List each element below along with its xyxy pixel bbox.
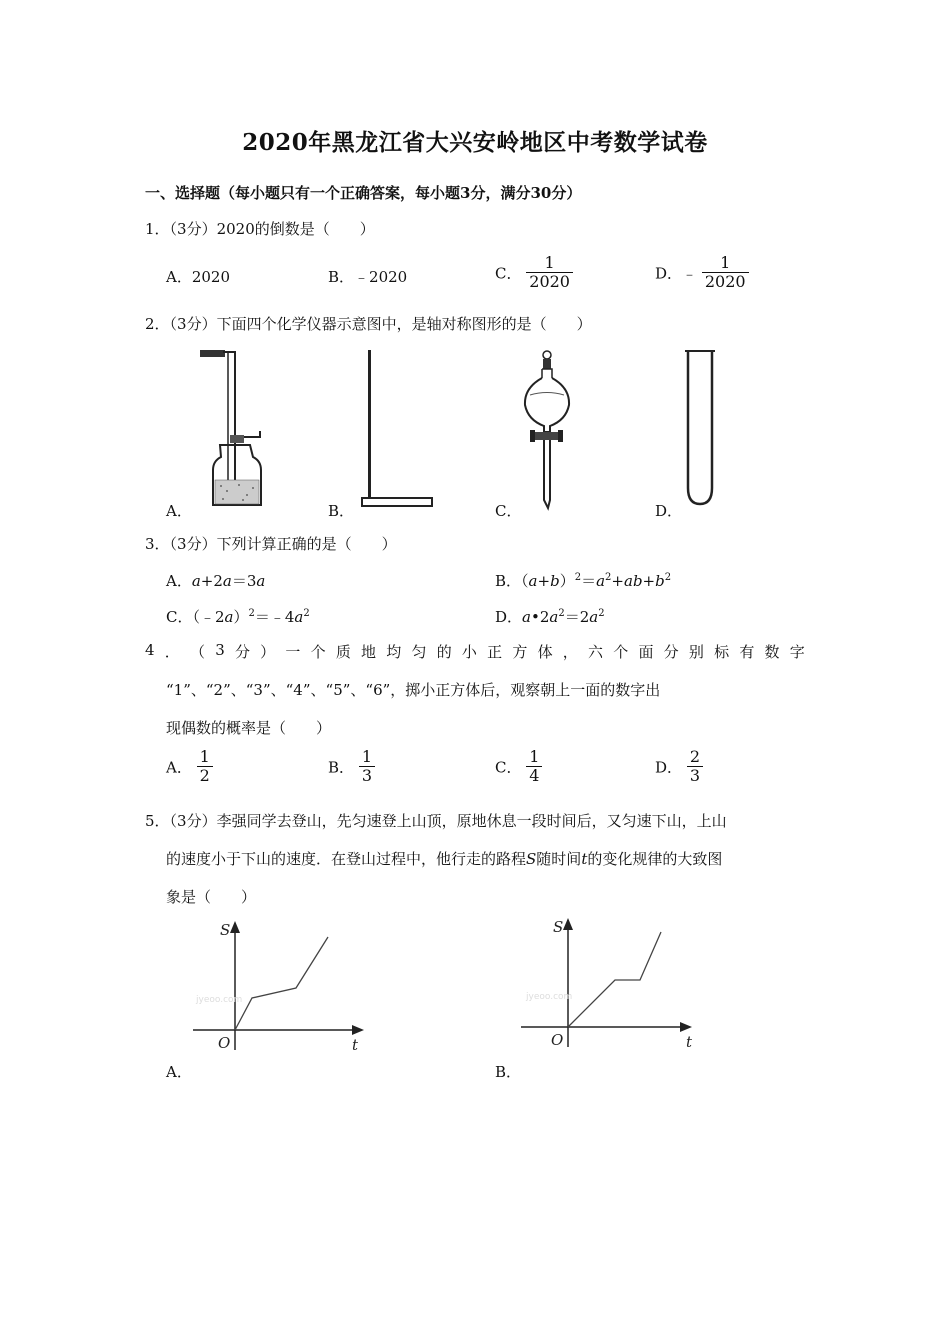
q3-option-c[interactable]: C．$(﹣2a)^2=﹣4a^2$	[166, 608, 310, 626]
q1-c-fraction: $\frac{1}{2020}$	[526, 254, 573, 292]
watermark: jyeoo.com	[196, 995, 243, 1005]
q2-option-b[interactable]: B．	[328, 502, 355, 520]
page-title: 2020年黑龙江省大兴安岭地区中考数学试卷	[242, 129, 708, 156]
section-heading: 一、选择题（每小题只有一个正确答案，每小题3分，满分30分）	[145, 184, 582, 202]
q4-stem-line1: 4 ． （ 3 分 ） 一 个 质 地 均 匀 的 小 正 方 体 ， 六 个 面 分 别 标 有 数 字	[145, 641, 805, 661]
q3-stem: 3．（3分）下列计算正确的是（ ）	[145, 535, 397, 553]
q4-option-b[interactable]: B． $\frac{1}{3}$	[328, 748, 375, 786]
origin-label: O	[551, 1031, 564, 1049]
q5-stem-line1: 5．（3分）李强同学去登山，先匀速登上山顶，原地休息一段时间后，又匀速下山，上山	[145, 812, 727, 830]
gas-washing-bottle-figure	[195, 345, 275, 515]
watermark: jyeoo.com	[526, 992, 573, 1002]
q5-stem-line2: 的速度小于下山的速度．在登山过程中，他行走的路程S随时间t的变化规律的大致图	[166, 850, 723, 868]
separatory-funnel-figure	[522, 350, 582, 510]
q1-d-fraction: $\frac{1}{2020}$	[702, 254, 749, 292]
q4-stem-line2: “1”、“2”、“3”、“4”、“5”、“6”，掷小正方体后，观察朝上一面的数字出	[166, 681, 661, 699]
origin-label: O	[218, 1034, 231, 1052]
q4-stem-line3: 现偶数的概率是（ ）	[166, 719, 332, 737]
q1-stem: 1．（3分）2020的倒数是（ ）	[145, 220, 375, 238]
q5-graph-b	[518, 910, 708, 1050]
q4-option-c[interactable]: C． $\frac{1}{4}$	[495, 748, 542, 786]
s-axis-label: S	[553, 918, 564, 936]
q4-option-d[interactable]: D． $\frac{2}{3}$	[655, 748, 703, 786]
q1-option-c[interactable]: C． $\frac{1}{2020}$	[495, 254, 573, 292]
q2-option-d[interactable]: D．	[655, 502, 683, 520]
iron-stand-figure	[360, 350, 440, 510]
q2-option-a[interactable]: A．	[166, 502, 192, 520]
q3-option-b[interactable]: B．$(a+b)^2=a^2+ab+b^2$	[495, 572, 672, 590]
q1-option-b[interactable]: B．﹣2020	[328, 268, 408, 286]
q5-graph-a	[190, 915, 380, 1055]
q5-option-a[interactable]: A．	[166, 1063, 192, 1081]
q4-option-a[interactable]: A． $\frac{1}{2}$	[166, 748, 213, 786]
q2-stem: 2．（3分）下面四个化学仪器示意图中，是轴对称图形的是（ ）	[145, 315, 592, 333]
test-tube-figure	[682, 348, 722, 508]
q2-option-c[interactable]: C．	[495, 502, 522, 520]
t-axis-label: t	[686, 1033, 693, 1051]
q3-option-a[interactable]: A．a+2a＝3a	[166, 572, 266, 590]
q3-option-d[interactable]: D．$a•2a^2=2a^2$	[495, 608, 605, 626]
q1-option-a[interactable]: A．2020	[166, 268, 231, 286]
q5-option-b[interactable]: B．	[495, 1063, 522, 1081]
q5-stem-line3: 象是（ ）	[166, 888, 257, 906]
s-axis-label: S	[220, 921, 231, 939]
t-axis-label: t	[352, 1036, 359, 1054]
q1-option-d[interactable]: D．﹣ $\frac{1}{2020}$	[655, 254, 749, 292]
